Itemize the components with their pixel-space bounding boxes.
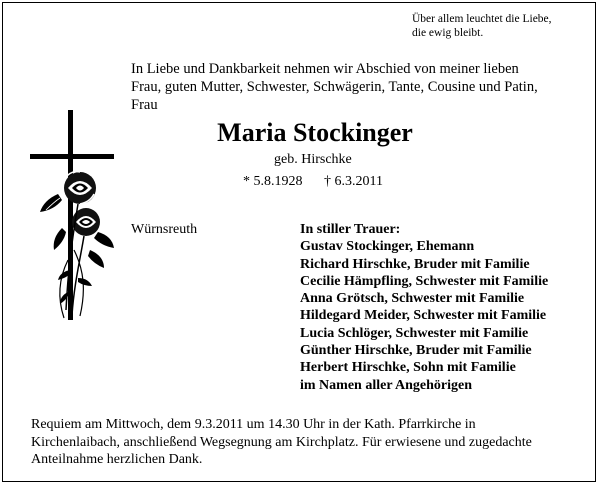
birth-date: * 5.8.1928: [243, 174, 303, 189]
mourner-line: Lucia Schlöger, Schwester mit Familie: [300, 325, 529, 341]
intro-line-1: In Liebe und Dankbarkeit nehmen wir Abschied von meiner lieben: [131, 61, 519, 77]
quote: [412, 12, 552, 40]
requiem-line-3: Anteilnahme herzlichen Dank.: [31, 452, 203, 467]
mourners-heading: In stiller Trauer:: [300, 222, 401, 237]
requiem-text: [31, 416, 591, 469]
mourner-line: Hildegard Meider, Schwester mit Familie: [300, 308, 547, 324]
life-dates: [243, 174, 383, 190]
mourners-list: [300, 221, 548, 394]
intro-text: [131, 60, 591, 114]
mourner-line: Gustav Stockinger, Ehemann: [300, 239, 475, 255]
death-date: † 6.3.2011: [324, 174, 383, 189]
quote-line-1: Über allem leuchtet die Liebe,: [412, 13, 552, 25]
mourner-line: Richard Hirschke, Bruder mit Familie: [300, 256, 530, 272]
mourner-line: im Namen aller Angehörigen: [300, 377, 473, 393]
maiden-name: geb. Hirschke: [274, 152, 352, 167]
intro-line-2: Frau, guten Mutter, Schwester, Schwägerin, Tante, Cousine und Patin,: [131, 79, 538, 95]
quote-line-2: die ewig bleibt.: [412, 27, 484, 39]
requiem-line-2: Kirchenlaibach, anschließend Wegsegnung am Kirchplatz. Für erwiesene und zugedachte: [31, 434, 532, 450]
deceased-name: Maria Stockinger: [217, 118, 413, 147]
mourner-line: Cecilie Hämpfling, Schwester mit Familie: [300, 273, 549, 289]
cross-with-roses-icon: [28, 110, 118, 330]
place-name: Würnsreuth: [131, 222, 198, 237]
mourner-line: Anna Grötsch, Schwester mit Familie: [300, 291, 525, 307]
intro-line-3: Frau: [131, 97, 158, 113]
mourner-line: Herbert Hirschke, Sohn mit Familie: [300, 360, 516, 376]
mourner-line: Günther Hirschke, Bruder mit Familie: [300, 343, 532, 359]
requiem-line-1: Requiem am Mittwoch, dem 9.3.2011 um 14.30 Uhr in der Kath. Pfarrkirche in: [31, 417, 476, 432]
